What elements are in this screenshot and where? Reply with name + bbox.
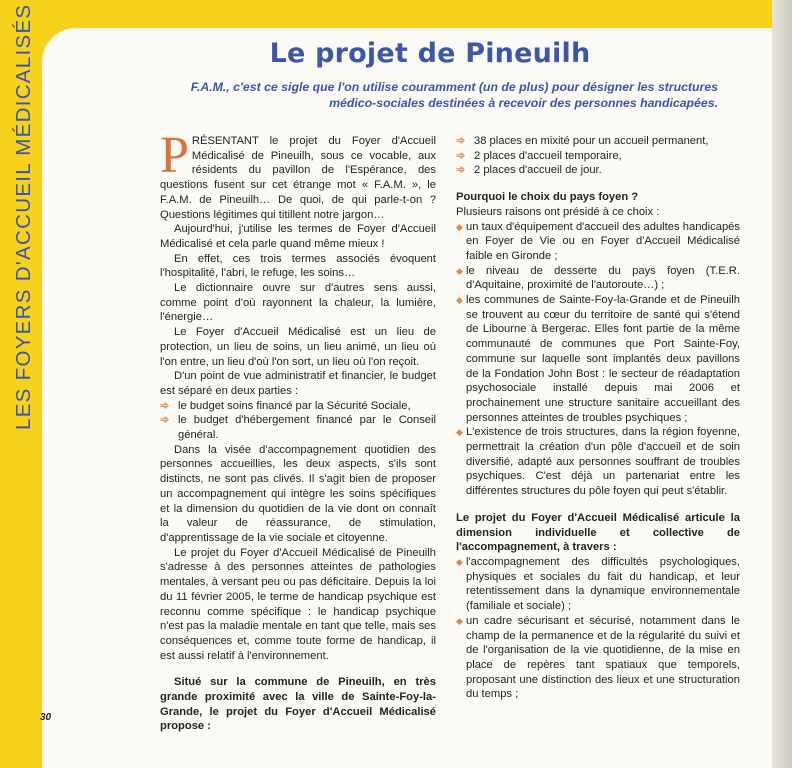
diamond-bullet-icon: ◆: [456, 221, 463, 232]
paragraph: Plusieurs raisons ont présidé à ce choix :: [456, 205, 660, 218]
arrow-list-text: 2 places d'accueil temporaire,: [474, 149, 622, 162]
dropcap-letter: P: [160, 127, 189, 184]
arrow-list-text: 2 places d'accueil de jour.: [474, 164, 602, 177]
bullet-list-item: [456, 220, 740, 264]
section-heading: Le projet du Foyer d'Accueil Médicalisé articule la dimension individuelle et collective de l'accompagnement, à travers :: [456, 511, 740, 554]
bullet-text: un cadre sécurisant et sécurisé, notamment dans le champ de la permanence et de la régularité du suivi et de l'organisation de la vie quotidienne, de la mise en place de repères tant spatiaux que temporels, proposant une distinction des lieux et une structuration du temps ;: [466, 614, 740, 701]
bullet-text: un taux d'équipement d'accueil des adultes handicapés en Foyer de Vie ou en Foyer d'Accueil Médicalisé faible en Gironde ;: [466, 220, 740, 262]
paragraph: Le Foyer d'Accueil Médicalisé est un lieu de protection, un lieu de soins, un lieu animé, un lieu où l'on entre, un lieu d'où l'on sort, un lieu où l'on reçoit.: [160, 326, 436, 368]
page-number: 30: [40, 712, 52, 723]
diamond-bullet-icon: ◆: [456, 265, 463, 276]
bullet-text: L'existence de trois structures, dans la région foyenne, permettrait la création d'un pôle d'accueil et de soin diversifié, adapté aux personnes souffrant de troubles psychiques. C'est déjà un partenariat entre les différentes structures du pôle foyen qui peut s'établir.: [466, 426, 740, 498]
side-section-title: LES FOYERS D'ACCUEIL MÉDICALISÉS: [12, 3, 35, 430]
page-spine-shadow: [772, 0, 792, 768]
paragraph: Le dictionnaire ouvre sur d'autres sens aussi, comme point d'où rayonnent la chaleur, la lumière, l'énergie…: [160, 282, 436, 324]
bullet-list-item: [456, 264, 740, 293]
left-column: [160, 127, 436, 734]
bullet-text: l'accompagnement des difficultés psychologiques, physiques et sociales du fait du handicap, et leur retentissement dans la dynamique environnementale (familiale et sociale) ;: [466, 555, 740, 613]
arrow-icon: ➾: [160, 399, 170, 412]
bullet-list-item: [456, 555, 740, 614]
diamond-bullet-icon: ◆: [456, 295, 463, 306]
arrow-list-text: 38 places en mixité pour un accueil permanent,: [474, 135, 709, 147]
arrow-icon: ➾: [160, 414, 170, 427]
arrow-icon: ➾: [456, 149, 466, 162]
subtitle-line-1: F.A.M., c'est ce sigle que l'on utilise couramment (un de plus) pour désigner les structures: [190, 80, 718, 94]
paragraph-intro: [160, 127, 436, 222]
arrow-list-item: [456, 149, 740, 164]
arrow-list-item: [160, 413, 436, 442]
arrow-icon: ➾: [456, 164, 466, 177]
arrow-list-item: [456, 163, 740, 178]
arrow-list-text: le budget soins financé par la Sécurité Sociale,: [178, 399, 411, 412]
bullet-text: le niveau de desserte du pays foyen (T.E.R. d'Aquitaine, proximité de l'autoroute…) ;: [466, 264, 740, 292]
diamond-bullet-icon: ◆: [456, 556, 463, 567]
bullet-list-item: [456, 293, 740, 425]
page-title: Le projet de Pineuilh: [269, 38, 591, 69]
section-heading: Pourquoi le choix du pays foyen ?: [456, 191, 639, 204]
spacer: [456, 499, 740, 511]
diamond-bullet-icon: ◆: [456, 427, 463, 438]
diamond-bullet-icon: ◆: [456, 615, 463, 626]
spacer: [456, 178, 740, 190]
bullet-text: les communes de Sainte-Foy-la-Grande et de Pineuilh se trouvent au cœur du territoire de santé qui s'étend de Libourne à Bergerac. Elles font partie de la même communauté de communes que Port Sainte-Foy, commune sur laquelle sont implantés deux pavillons de la Fondation John Bost : le secteur de réadaptation psychosociale installé depuis mai 2006 et prochainement une structure sanitaire accueillant des personnes atteintes de troubles psychiques ;: [466, 294, 740, 424]
paragraph: Le projet du Foyer d'Accueil Médicalisé de Pineuilh s'adresse à des personnes atteintes de pathologies mentales, à versant peu ou pas déficitaire. Depuis la loi du 11 février 2005, le terme de handicap psychique est reconnu comme spécifique : le handicap psychique n'est pas la maladie mentale en tant que telle, mais ses conséquences et, comme toute forme de handicap, il est aussi relatif à l'environnement.: [160, 546, 436, 662]
arrow-icon: ➾: [456, 135, 466, 147]
arrow-list-item: [160, 399, 436, 414]
paragraph-bold: Situé sur la commune de Pineuilh, en très grande proximité avec la ville de Sainte-Foy-la-Grande, le projet du Foyer d'Accueil Médicalisé propose :: [160, 676, 436, 733]
arrow-list-item: [456, 134, 740, 149]
spacer: [160, 663, 436, 675]
paragraph: Aujourd'hui, j'utilise les termes de Foyer d'Accueil Médicalisé et cela parle quand même mieux !: [160, 223, 436, 250]
page-subtitle: [120, 80, 718, 111]
paragraph-intro-text: RÉSENTANT le projet du Foyer d'Accueil Médicalisé de Pineuilh, sous ce vocable, aux résidents du pavillon de l'Espérance, des questions fusent sur cet étrange mot « F.A.M. », le F.A.M. de Pineuilh… De quoi, de qui parle-t-on ? Questions légitimes qui titillent notre jargon…: [160, 135, 436, 221]
paragraph: En effet, ces trois termes associés évoquent l'hospitalité, l'abri, le refuge, les soins…: [160, 252, 436, 280]
paragraph: Dans la visée d'accompagnement quotidien des personnes accueillies, les deux aspects, s'ils sont distincts, ne sont pas clivés. Il s'agit bien de proposer un accompagnement qui intègre les soins spécifiques et la dimension du quotidien de la vie dont on connaît la valeur de réassurance, de stimulation, d'apprentissage de la vie sociale et citoyenne.: [160, 443, 436, 544]
right-column: [456, 134, 740, 702]
paragraph: D'un point de vue administratif et financier, le budget est séparé en deux parties :: [160, 370, 436, 397]
subtitle-line-2: médico-sociales destinées à recevoir des personnes handicapées.: [329, 95, 718, 110]
bullet-list-item: [456, 614, 740, 702]
arrow-list-text: le budget d'hébergement financé par le Conseil général.: [178, 414, 436, 442]
bullet-list-item: [456, 425, 740, 499]
